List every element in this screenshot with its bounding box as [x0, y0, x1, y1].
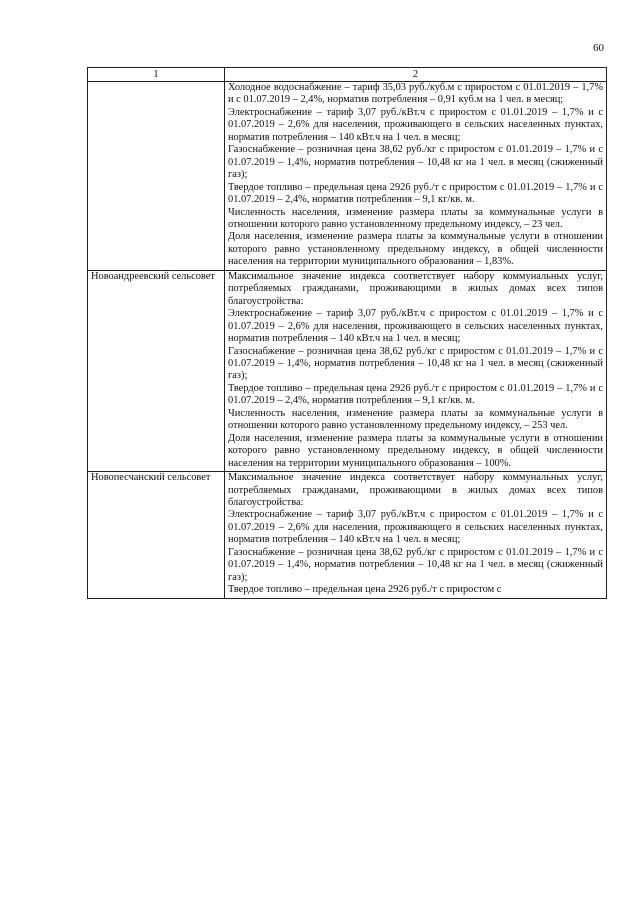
- column-header-2: 2: [225, 68, 607, 82]
- table-header-row: [88, 68, 607, 82]
- paragraph-population: Численность населения, изменение размера платы за коммунальные услуги в отношении которого равно установленному предельному индексу, – 253 чел.: [228, 407, 603, 432]
- paragraph-electricity: Электроснабжение – тариф 3,07 руб./кВт.ч с приростом с 01.01.2019 – 1,7% и с 01.07.2019 – 2,6% для населения, проживающего в сельских населенных пунктах, норматив потребления – 140 кВт.ч на 1 чел. в месяц;: [228, 509, 603, 546]
- table-row-novopeschansky: [88, 472, 607, 599]
- paragraph-max-index: Максимальное значение индекса соответствует набору коммунальных услуг, потребляемых гражданами, проживающими в жилых домах всех типов благоустройства:: [228, 472, 603, 508]
- paragraph-population: Численность населения, изменение размера платы за коммунальные услуги в отношении которого равно установленному предельному индексу, – 23 чел.: [228, 206, 603, 230]
- paragraph-cold-water: Холодное водоснабжение – тариф 35,03 руб./куб.м с приростом с 01.01.2019 – 1,7% и с 01.07.2019 – 2,4%, норматив потребления – 0,91 куб.м на 1 чел. в месяц;: [228, 82, 603, 106]
- page-number: 60: [593, 42, 604, 54]
- paragraph-population-share: Доля населения, изменение размера платы за коммунальные услуги в отношении которого равно установленному предельному индексу, в общей численности населения на территории муниципального образования – 100%.: [228, 432, 603, 469]
- indicator-description: [225, 472, 607, 599]
- table-row-novoandreevsky: [88, 270, 607, 471]
- column-header-1: 1: [88, 68, 225, 82]
- paragraph-gas: Газоснабжение – розничная цена 38,62 руб./кг с приростом с 01.01.2019 – 1,7% и с 01.07.2019 – 1,4%, норматив потребления – 10,48 кг на 1 чел. в месяц (сжиженный газ);: [228, 546, 603, 583]
- paragraph-gas: Газоснабжение – розничная цена 38,62 руб./кг с приростом с 01.01.2019 – 1,7% и с 01.07.2019 – 1,4%, норматив потребления – 10,48 кг на 1 чел. в месяц (сжиженный газ);: [228, 144, 603, 181]
- paragraph-electricity: Электроснабжение – тариф 3,07 руб./кВт.ч с приростом с 01.01.2019 – 1,7% и с 01.07.2019 – 2,6% для населения, проживающего в сельских населенных пунктах, норматив потребления – 140 кВт.ч на 1 чел. в месяц;: [228, 106, 603, 143]
- paragraph-solid-fuel: Твердое топливо – предельная цена 2926 руб./т с приростом с 01.01.2019 – 1,7% и с 01.07.2019 – 2,4%, норматив потребления – 9,1 кг/кв. м.: [228, 382, 603, 407]
- paragraph-gas: Газоснабжение – розничная цена 38,62 руб./кг с приростом с 01.01.2019 – 1,7% и с 01.07.2019 – 1,4%, норматив потребления – 10,48 кг на 1 чел. в месяц (сжиженный газ);: [228, 345, 603, 382]
- indicator-description: [225, 82, 607, 271]
- indicator-description: [225, 270, 607, 471]
- paragraph-solid-fuel: Твердое топливо – предельная цена 2926 руб./т с приростом с: [228, 584, 502, 596]
- indices-table: [87, 67, 607, 599]
- municipality-name: [88, 82, 225, 271]
- municipality-name: Новопесчанский сельсовет: [88, 472, 225, 599]
- table-row-continuation: [88, 82, 607, 271]
- paragraph-solid-fuel: Твердое топливо – предельная цена 2926 руб./т с приростом с 01.01.2019 – 1,7% и с 01.07.2019 – 2,4%, норматив потребления – 9,1 кг/кв. м.: [228, 181, 603, 206]
- paragraph-max-index: Максимальное значение индекса соответствует набору коммунальных услуг, потребляемых гражданами, проживающими в жилых домах всех типов благоустройства:: [228, 270, 603, 307]
- paragraph-electricity: Электроснабжение – тариф 3,07 руб./кВт.ч с приростом с 01.01.2019 – 1,7% и с 01.07.2019 – 2,6% для населения, проживающего в сельских населенных пунктах, норматив потребления – 140 кВт.ч на 1 чел. в месяц;: [228, 308, 603, 345]
- paragraph-population-share: Доля населения, изменение размера платы за коммунальные услуги в отношении которого равно установленному предельному индексу, в общей численности населения на территории муниципального образования – 1,83%.: [228, 231, 603, 268]
- municipality-name: Новоандреевский сельсовет: [88, 270, 225, 471]
